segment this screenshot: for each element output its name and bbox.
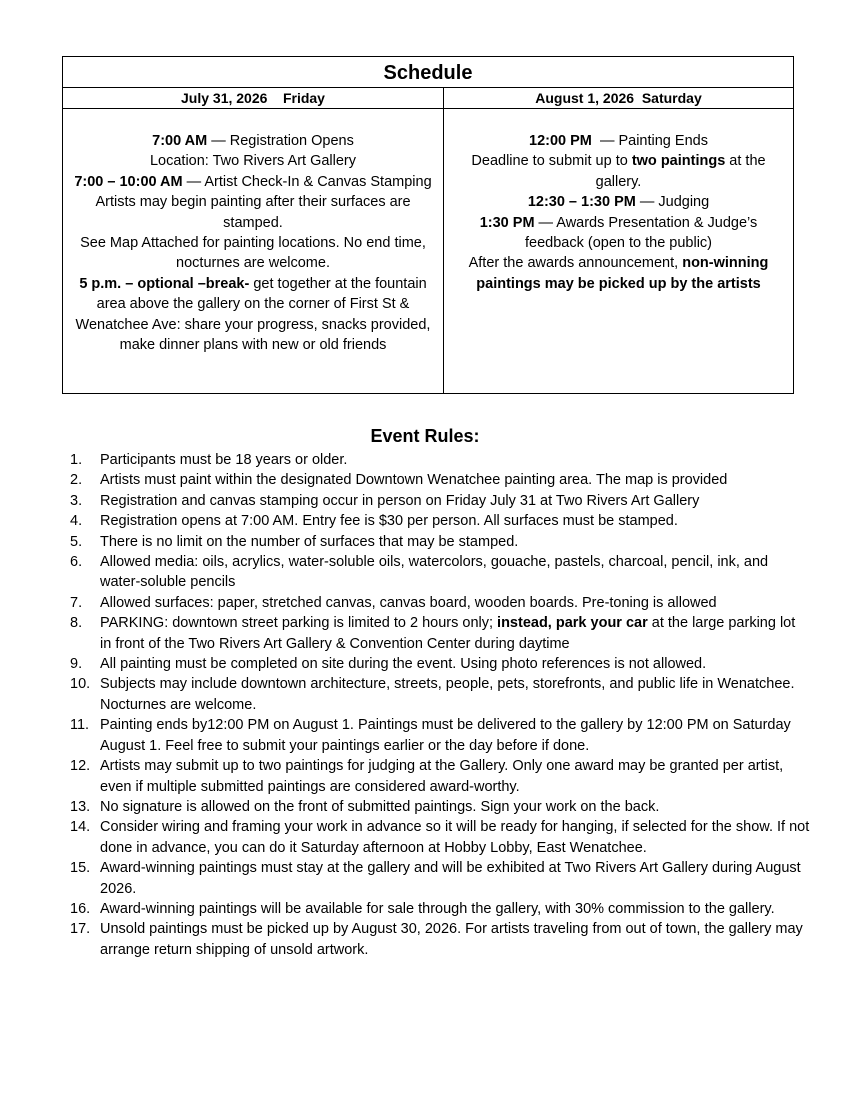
rule-item: 12. Artists may submit up to two paintings for judging at the Gallery. Only one award may be granted per artist, even if multiple submitted paintings are considered award-worthy. <box>70 758 784 795</box>
rule-item: 9. All painting must be completed on site during the event. Using photo references is not allowed. <box>70 656 707 673</box>
rule-item: 17. Unsold paintings must be picked up by August 30, 2026. For artists traveling from out of town, the gallery may arrange return shipping of unsold artwork. <box>70 921 803 958</box>
rule-item: 5. There is no limit on the number of surfaces that may be stamped. <box>70 533 519 550</box>
day1-line: Location: Two Rivers Art Gallery <box>149 153 357 170</box>
rules-list <box>70 450 810 960</box>
day2-line: 12:30 – 1:30 PM — Judging <box>527 194 710 211</box>
day1-line: Artists may begin painting after their surfaces are stamped. <box>95 194 411 231</box>
rule-item: 7. Allowed surfaces: paper, stretched canvas, canvas board, wooden boards. Pre-toning is allowed <box>70 594 717 611</box>
rule-item: 8. PARKING: downtown street parking is limited to 2 hours only; instead, park your car at the large parking lot in front of the Two Rivers Art Gallery & Convention Center during daytime <box>70 615 796 652</box>
rule-item: 10. Subjects may include downtown architecture, streets, people, pets, storefronts, and public life in Wenatchee. Nocturnes are welcome. <box>70 676 795 713</box>
rule-item: 3. Registration and canvas stamping occur in person on Friday July 31 at Two Rivers Art Gallery <box>70 492 700 509</box>
day2-line: 1:30 PM — Awards Presentation & Judge’s feedback (open to the public) <box>479 214 758 252</box>
schedule-header-row <box>63 88 793 109</box>
day2-line: Deadline to submit up to two paintings at the gallery. <box>471 153 766 190</box>
rule-item: 14. Consider wiring and framing your work in advance so it will be ready for hanging, if selected for the show. If not done in advance, you can do it Saturday afternoon at Hobby Lobby, East Wenatchee. <box>70 819 810 856</box>
schedule-table <box>62 56 794 394</box>
rules-title: Event Rules: <box>370 426 480 446</box>
rule-item: 6. Allowed media: oils, acrylics, water-soluble oils, watercolors, gouache, pastels, charcoal, pencil, ink, and water-soluble pencils <box>70 554 769 591</box>
rule-item: 1. Participants must be 18 years or older. <box>70 452 348 468</box>
rule-item: 16. Award-winning paintings will be available for sale through the gallery, with 30% commission to the gallery. <box>70 900 775 917</box>
rule-item: 4. Registration opens at 7:00 AM. Entry fee is $30 per person. All surfaces must be stamped. <box>70 513 678 530</box>
day2-line: 12:00 PM — Painting Ends <box>529 133 708 149</box>
day2-header: August 1, 2026 Saturday <box>535 90 702 106</box>
day2-line: After the awards announcement, non-winning paintings may be picked up by the artists <box>468 255 769 292</box>
day2-cell <box>444 109 793 393</box>
day1-line: 7:00 – 10:00 AM — Artist Check-In & Canvas Stamping <box>74 173 432 190</box>
day1-header: July 31, 2026 Friday <box>63 88 444 108</box>
day1-line: See Map Attached for painting locations. No end time, nocturnes are welcome. <box>80 235 426 272</box>
day1-line: 7:00 AM — Registration Opens <box>152 133 354 149</box>
rule-item: 2. Artists must paint within the designated Downtown Wenatchee painting area. The map is provided <box>70 472 728 489</box>
schedule-body-row <box>63 109 793 393</box>
rule-item: 11. Painting ends by12:00 PM on August 1. Paintings must be delivered to the gallery by 12:00 PM on Saturday August 1. Feel free to submit your paintings earlier or the day before if done. <box>70 717 791 754</box>
day1-cell <box>63 109 444 393</box>
schedule-title: Schedule <box>63 57 793 88</box>
rule-item: 13. No signature is allowed on the front of submitted paintings. Sign your work on the back. <box>70 798 660 815</box>
rule-item: 15. Award-winning paintings must stay at the gallery and will be exhibited at Two Rivers Art Gallery during August 2026. <box>70 860 801 897</box>
day1-line: 5 p.m. – optional –break- get together at the fountain area above the gallery on the corner of First St & Wenatchee Ave: share your progress, snacks provided, make dinner plans with new or old friends <box>75 275 431 354</box>
